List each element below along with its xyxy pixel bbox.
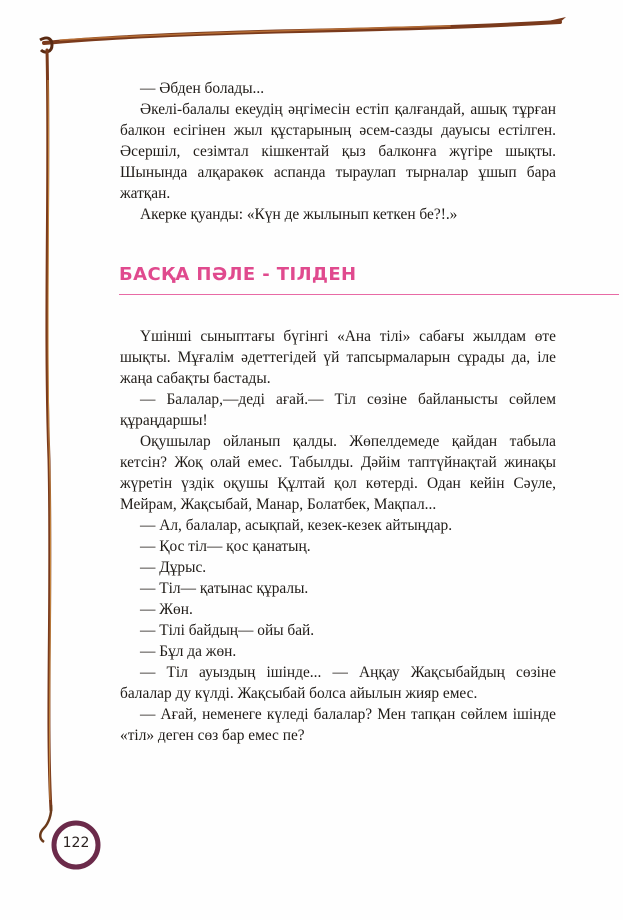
dialogue-line: — Тілі байдың— ойы бай. (140, 622, 315, 639)
dialogue-line: — Қос тіл— қос қанатың. (140, 538, 311, 555)
dialogue-line: — Тіл— қатынас құралы. (140, 580, 309, 597)
paragraph: — Әбден болады... (140, 80, 265, 97)
dialogue-line: — Жөн. (140, 601, 193, 618)
paragraph: Әкелі-балалы екеудің әңгімесін естіп қалғандай, ашық тұрған балкон есігінен жыл құстарының әсем-сазды дауысы естілген. Әсершіл, сезімтал кішкентай қыз балконға жүгіре шықты. Шынында алқаракөк аспанда тыраулап тырналар ұшып бара жатқан. (120, 101, 556, 202)
page-number: 122 (62, 835, 90, 851)
top-branch-decoration (44, 22, 560, 43)
corner-knot-decoration (40, 38, 52, 52)
paragraph: Акерке қуанды: «Күн де жылынып кеткен бе?!.» (140, 206, 458, 223)
paragraph: Үшінші сыныптағы бүгінгі «Ана тілі» сабағы жылдам өте шықты. Мұғалім әдеттегідей үй тапсырмаларын сұрады да, іле жаңа сабақты бастады. (120, 328, 556, 387)
dialogue-line: — Тіл ауыздың ішінде... — Аңқау Жақсыбайдың сөзіне балалар ду күлді. Жақсыбай болса айылын жияр емес. (120, 664, 556, 702)
section-title: БАСҚА ПӘЛЕ - ТІЛДЕН (119, 264, 357, 285)
top-branch-highlight (60, 26, 450, 40)
left-stick-highlight (48, 80, 51, 800)
top-branch-tip (548, 17, 566, 24)
dialogue-line: — Ал, балалар, асықпай, кезек-кезек айтыңдар. (140, 517, 453, 534)
dialogue-line: — Балалар,—деді ағай.— Тіл сөзіне байланысты сөйлем құраңдаршы! (120, 391, 556, 429)
dialogue-line: — Бұл да жөн. (140, 643, 237, 660)
hook-decoration (40, 805, 51, 842)
section-divider (119, 294, 619, 295)
left-stick-decoration (47, 50, 51, 810)
paragraph: Оқушылар ойланып қалды. Жөпелдемеде қайдан табыла кетсін? Жоқ олай емес. Табылды. Дәйім таптүйнақтай жинақы жүретін үздік оқушы Құлтай қол көтерді. Одан кейін Сәуле, Мейрам, Жақсыбай, Манар, Болатбек, Мақпал... (120, 433, 556, 513)
intro-text-block (120, 78, 556, 225)
dialogue-line: — Ағай, неменеге күледі балалар? Мен тапқан сөйлем ішінде «тіл» деген сөз бар емес пе? (120, 706, 556, 744)
story-text-block (120, 326, 556, 746)
dialogue-line: — Дұрыс. (140, 559, 207, 576)
